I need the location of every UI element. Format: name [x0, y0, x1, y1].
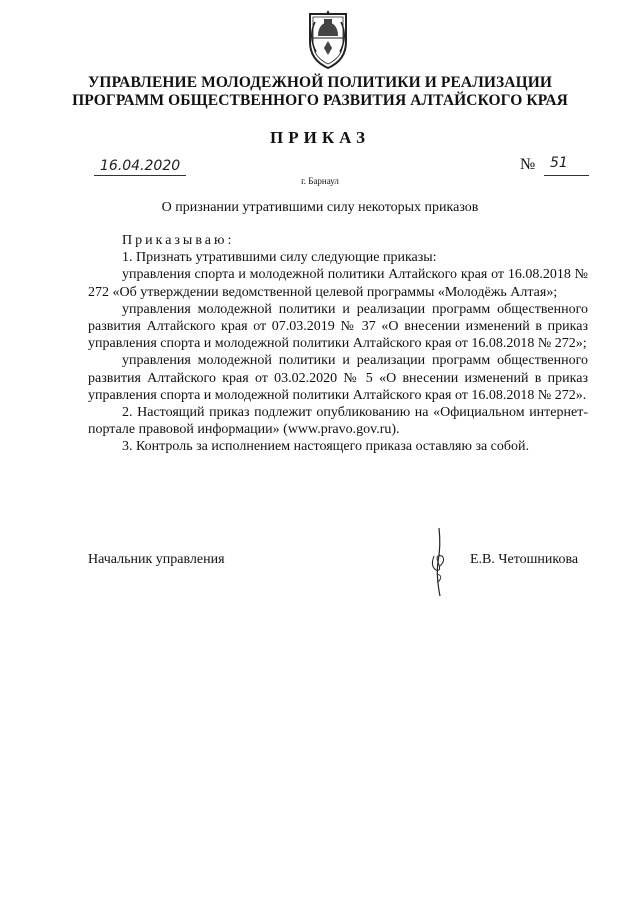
- paragraph-order-5: управления молодежной политики и реализации программ общественного развития Алтайского края от 03.02.2020 № 5 «О внесении изменений в приказ управления спорта и молодежной политики Алтайского края от 16.08.2018 № 272».: [88, 353, 588, 403]
- paragraph-1: 1. Признать утратившими силу следующие приказы:: [122, 250, 437, 266]
- document-body: [88, 232, 588, 456]
- organization-name-line-1: УПРАВЛЕНИЕ МОЛОДЕЖНОЙ ПОЛИТИКИ И РЕАЛИЗАЦИИ: [87, 74, 553, 91]
- document-subject: О признании утратившими силу некоторых приказов: [161, 200, 479, 215]
- signer-name: Е.В. Четошникова: [470, 552, 579, 567]
- handwritten-signature: [426, 526, 452, 598]
- decree-word: Приказываю:: [122, 233, 235, 248]
- number-label: №: [520, 156, 536, 173]
- document-title: ПРИКАЗ: [270, 128, 370, 147]
- paragraph-order-272: управления спорта и молодежной политики Алтайского края от 16.08.2018 № 272 «Об утверждении ведомственной целевой программы «Молодёжь Алтая»;: [88, 267, 588, 300]
- document-number: 51: [550, 155, 568, 171]
- organization-name-line-2: ПРОГРАММ ОБЩЕСТВЕННОГО РАЗВИТИЯ АЛТАЙСКОГО КРАЯ: [72, 92, 568, 109]
- coat-of-arms-icon: [304, 8, 352, 70]
- document-date: 16.04.2020: [100, 158, 181, 174]
- paragraph-order-37: управления молодежной политики и реализации программ общественного развития Алтайского края от 07.03.2019 № 37 «О внесении изменений в приказ управления спорта и молодежной политики Алтайского края от 16.08.2018 № 272»;: [88, 301, 588, 352]
- paragraph-3: 3. Контроль за исполнением настоящего приказа оставляю за собой.: [122, 439, 530, 455]
- city: г. Барнаул: [301, 176, 339, 186]
- signer-position: Начальник управления: [88, 552, 225, 567]
- paragraph-2: 2. Настоящий приказ подлежит опубликованию на «Официальном интернет-портале правовой информации» (www.pravo.gov.ru).: [88, 405, 588, 438]
